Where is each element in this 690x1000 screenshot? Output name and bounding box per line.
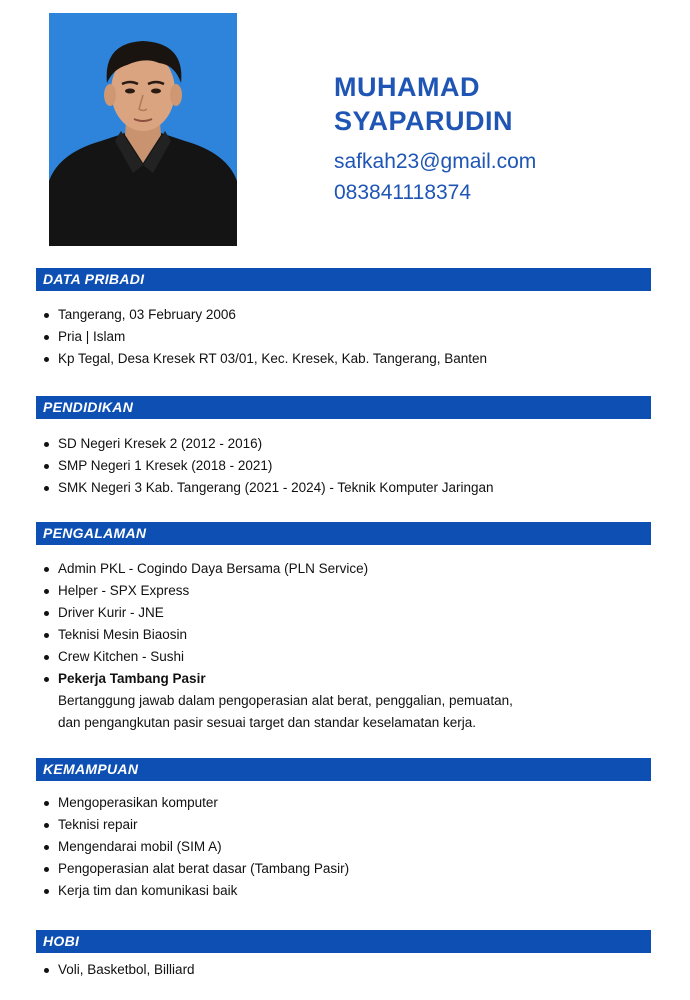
pengalaman-list	[38, 558, 648, 734]
list-item: Kerja tim dan komunikasi baik	[38, 880, 648, 902]
pendidikan-list	[38, 433, 648, 499]
data-pribadi-list	[38, 304, 648, 370]
name-line-2: SYAPARUDIN	[334, 106, 514, 136]
list-item: SD Negeri Kresek 2 (2012 - 2016)	[38, 433, 648, 455]
list-item: Pengoperasian alat berat dasar (Tambang Pasir)	[38, 858, 648, 880]
list-item: Mengoperasikan komputer	[38, 792, 648, 814]
section-header-pendidikan: PENDIDIKAN	[36, 396, 651, 419]
section-header-pengalaman: PENGALAMAN	[36, 522, 651, 545]
list-item: Crew Kitchen - Sushi	[38, 646, 648, 668]
list-item: SMK Negeri 3 Kab. Tangerang (2021 - 2024) - Teknik Komputer Jaringan	[38, 477, 648, 499]
email-address[interactable]: safkah23@gmail.com	[334, 150, 537, 173]
list-item: Helper - SPX Express	[38, 580, 648, 602]
list-item: Voli, Basketbol, Billiard	[38, 959, 648, 981]
list-item: Tangerang, 03 February 2006	[38, 304, 648, 326]
section-header-hobi: HOBI	[36, 930, 651, 953]
profile-photo	[49, 13, 237, 246]
list-item: Driver Kurir - JNE	[38, 602, 648, 624]
list-item: Teknisi Mesin Biaosin	[38, 624, 648, 646]
job-description-line: dan pengangkutan pasir sesuai target dan standar keselamatan kerja.	[58, 715, 477, 730]
list-item: Pria | Islam	[38, 326, 648, 348]
kemampuan-list	[38, 792, 648, 902]
hobi-list	[38, 959, 648, 981]
list-item-highlight: Pekerja Tambang Pasir	[38, 668, 648, 690]
list-item: SMP Negeri 1 Kresek (2018 - 2021)	[38, 455, 648, 477]
section-header-data-pribadi: DATA PRIBADI	[36, 268, 651, 291]
job-description	[38, 690, 648, 734]
list-item: Teknisi repair	[38, 814, 648, 836]
list-item: Kp Tegal, Desa Kresek RT 03/01, Kec. Kresek, Kab. Tangerang, Banten	[38, 348, 648, 370]
job-description-line: Bertanggung jawab dalam pengoperasian alat berat, penggalian, pemuatan,	[58, 693, 513, 708]
section-header-kemampuan: KEMAMPUAN	[36, 758, 651, 781]
phone-number[interactable]: 083841118374	[334, 181, 472, 204]
candidate-name	[334, 70, 654, 138]
list-item: Admin PKL - Cogindo Daya Bersama (PLN Service)	[38, 558, 648, 580]
name-line-1: MUHAMAD	[334, 72, 480, 102]
list-item: Mengendarai mobil (SIM A)	[38, 836, 648, 858]
